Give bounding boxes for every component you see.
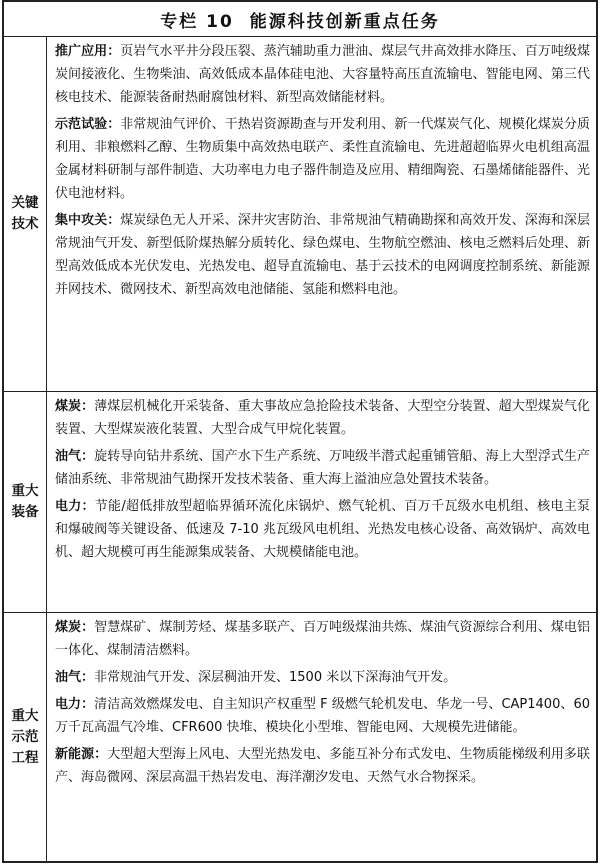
task-text: 节能/超低排放型超临界循环流化床锅炉、燃气轮机、百万千瓦级水电机组、核电主泵和爆破阀等关键设备、低速及 7-10 兆瓦级风电机组、光热发电核心设备、高效锅炉、高效电机、超大规模可再生能源集成装备、大规模储能电池。	[55, 499, 590, 560]
task-text: 煤炭绿色无人开采、深井灾害防治、非常规油气精确勘探和高效开发、深海和深层常规油气开发、新型低阶煤热解分质转化、绿色煤电、生物航空燃油、核电乏燃料后处理、新型高效低成本光伏发电、光热发电、超导直流输电、基于云技术的电网调度控制系统、新能源并网技术、微网技术、新型高效电池储能、氢能和燃料电池。	[55, 213, 590, 297]
section-key-technology	[4, 37, 596, 391]
section-demonstration-projects	[4, 612, 596, 861]
task-heading: 电力：	[55, 499, 95, 514]
task-paragraph	[55, 616, 590, 662]
task-text: 清洁高效燃煤发电、自主知识产权重型 F 级燃气轮机发电、华龙一号、CAP1400、60 万千瓦高温气冷堆、CFR600 快堆、模块化小型堆、智能电网、大规模先进储能。	[55, 697, 590, 735]
task-paragraph	[55, 743, 590, 789]
task-text: 薄煤层机械化开采装备、重大事故应急抢险技术装备、大型空分装置、超大型煤炭气化装置、大型煤炭液化装置、大型合成气甲烷化装置。	[55, 399, 590, 437]
task-paragraph	[55, 395, 590, 441]
task-paragraph	[55, 209, 590, 301]
task-heading: 煤炭：	[55, 620, 95, 635]
task-paragraph	[55, 40, 590, 109]
task-text: 智慧煤矿、煤制芳烃、煤基多联产、百万吨级煤油共炼、煤油气资源综合利用、煤电铝一体化、煤制清洁燃料。	[55, 620, 590, 658]
section-label: 重大示范工程	[4, 613, 47, 861]
box-title-text: 能源科技创新重点任务	[249, 11, 440, 32]
task-text: 非常规油气开发、深层稠油开发、1500 米以下深海油气开发。	[94, 670, 457, 685]
task-heading: 煤炭：	[55, 399, 95, 414]
task-text: 旋转导向钻井系统、国产水下生产系统、万吨级半潜式起重铺管船、海上大型浮式生产储油系统、非常规油气勘探开发技术装备、重大海上溢油应急处置技术装备。	[55, 449, 590, 487]
section-content	[47, 392, 596, 612]
task-text: 非常规油气评价、干热岩资源勘查与开发利用、新一代煤炭气化、规模化煤炭分质利用、非粮燃料乙醇、生物质集中高效热电联产、柔性直流输电、先进超超临界火电机组高温金属材料研制与部件制造、大功率电力电子器件制造及应用、精细陶瓷、石墨烯储能器件、光伏电池材料。	[55, 117, 590, 201]
task-text: 大型超大型海上风电、大型光热发电、多能互补分布式发电、生物质能梯级利用多联产、海岛微网、深层高温干热岩发电、海洋潮汐发电、天然气水合物探采。	[55, 747, 590, 785]
task-heading: 推广应用：	[55, 44, 121, 59]
section-label: 关键技术	[4, 37, 47, 391]
task-paragraph	[55, 445, 590, 491]
section-major-equipment	[4, 391, 596, 612]
task-text: 页岩气水平井分段压裂、蒸汽辅助重力泄油、煤层气井高效排水降压、百万吨级煤炭间接液化、生物柴油、高效低成本晶体硅电池、大容量特高压直流输电、智能电网、第三代核电技术、能源装备耐热耐腐蚀材料、新型高效储能材料。	[55, 44, 590, 105]
task-heading: 示范试验：	[55, 117, 121, 132]
task-paragraph	[55, 666, 590, 689]
task-paragraph	[55, 113, 590, 205]
task-heading: 电力：	[55, 697, 95, 712]
task-heading: 油气：	[55, 670, 95, 685]
task-heading: 油气：	[55, 449, 95, 464]
section-content	[47, 613, 596, 861]
task-paragraph	[55, 495, 590, 564]
box-number: 专栏 10	[160, 11, 234, 32]
section-label: 重大装备	[4, 392, 47, 612]
task-heading: 新能源：	[55, 747, 108, 762]
task-heading: 集中攻关：	[55, 213, 121, 228]
section-content	[47, 37, 596, 391]
task-table	[2, 37, 598, 863]
box-title	[2, 0, 598, 37]
task-paragraph	[55, 693, 590, 739]
